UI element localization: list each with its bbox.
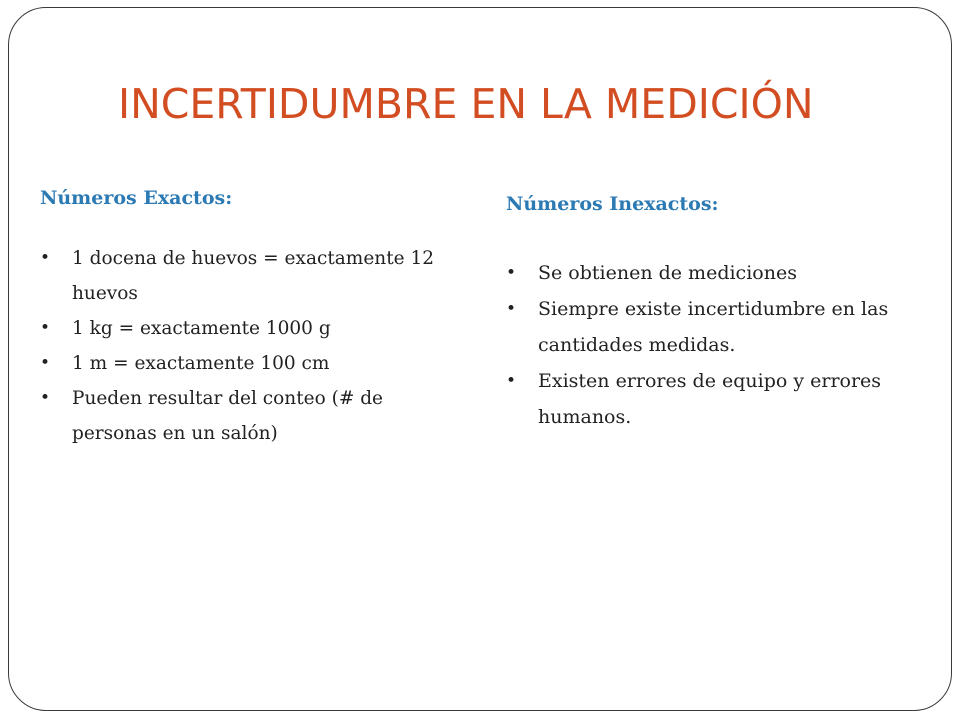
bullet-icon: • — [40, 247, 51, 268]
list-item-text: 1 docena de huevos = exactamente 12 huevos — [72, 247, 435, 304]
bullet-icon: • — [506, 262, 517, 283]
list-item-text: Siempre existe incertidumbre en las cantidades medidas. — [538, 297, 889, 356]
list-item — [506, 255, 936, 291]
list-item — [506, 363, 936, 435]
exact-numbers-list — [40, 241, 460, 451]
bullet-icon: • — [40, 387, 51, 408]
list-item-text: Se obtienen de mediciones — [538, 261, 797, 284]
list-item — [40, 381, 460, 451]
inexact-numbers-heading: Números Inexactos: — [506, 193, 719, 215]
list-item-text: Pueden resultar del conteo (# de personas en un salón) — [72, 387, 383, 444]
list-item — [506, 291, 936, 363]
list-item — [40, 311, 460, 346]
exact-numbers-column — [40, 186, 460, 451]
list-item-text: 1 m = exactamente 100 cm — [72, 352, 330, 374]
inexact-numbers-list — [506, 255, 936, 435]
list-item-text: 1 kg = exactamente 1000 g — [72, 317, 331, 339]
list-item — [40, 241, 460, 311]
inexact-numbers-column — [506, 192, 936, 435]
bullet-icon: • — [40, 352, 51, 373]
bullet-icon: • — [40, 317, 51, 338]
bullet-icon: • — [506, 370, 517, 391]
list-item — [40, 346, 460, 381]
slide-title: INCERTIDUMBRE EN LA MEDICIÓN — [118, 80, 814, 128]
bullet-icon: • — [506, 298, 517, 319]
list-item-text: Existen errores de equipo y errores humanos. — [538, 369, 882, 428]
exact-numbers-heading: Números Exactos: — [40, 187, 233, 209]
